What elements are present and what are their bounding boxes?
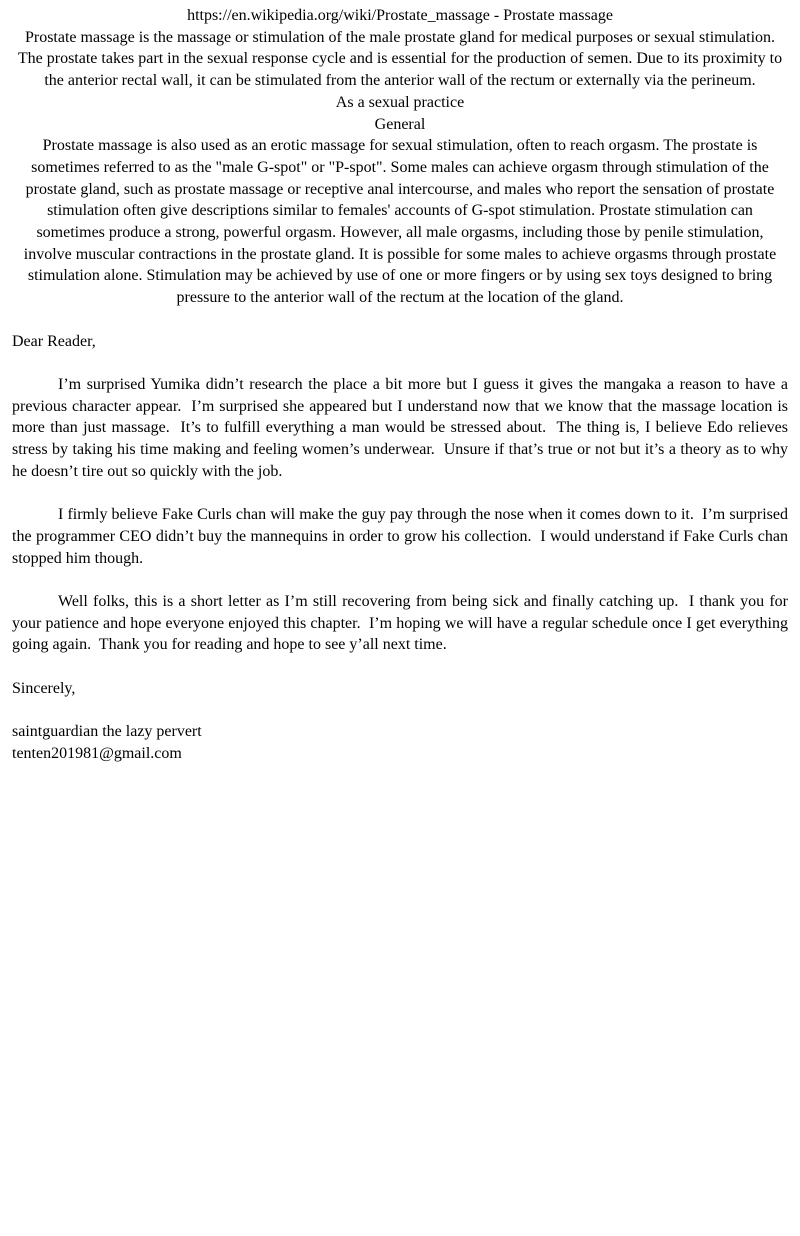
author-letter-block [12,331,792,765]
letter-signature [12,721,788,764]
letter-salutation: Dear Reader, [12,332,96,350]
quote-source-line: https://en.wikipedia.org/wiki/Prostate_massage - Prostate massage [187,7,613,24]
wikipedia-quote-block [12,5,788,309]
quote-section-heading: General [374,115,426,133]
signature-email: tenten201981@gmail.com [12,744,182,762]
letter-paragraph: I firmly believe Fake Curls chan will make the guy pay through the nose when it comes down to it. I’m surprised the programmer CEO didn’t buy the mannequins in order to grow his collection. I would understand if Fake Curls chan stopped him though. [12,506,792,567]
quote-paragraph: Prostate massage is the massage or stimulation of the male prostate gland for medical purposes or sexual stimulation. [24,28,776,46]
quote-paragraph: The prostate takes part in the sexual response cycle and is essential for the production of semen. Due to its proximity to the anterior rectal wall, it can be stimulated from the anterior wall of the rectum or externally via the perineum. [17,50,787,90]
letter-closing: Sincerely, [12,679,76,697]
signature-name: saintguardian the lazy pervert [12,723,202,741]
letter-paragraph: I’m surprised Yumika didn’t research the place a bit more but I guess it gives the mangaka a reason to have a previous character appear. I’m surprised she appeared but I understand now that we know that the massage location is more than just massage. It’s to fulfill everything a man would be stressed about. The thing is, I believe Edo relieves stress by taking his time making and feeling women’s underwear. Unsure if that’s true or not but it’s a theory as to why he doesn’t tire out so quickly with the job. [12,375,792,480]
quote-paragraph: Prostate massage is also used as an erotic massage for sexual stimulation, often to reach orgasm. The prostate is sometimes referred to as the "male G-spot" or "P-spot". Some males can achieve orgasm through stimulation of the prostate gland, such as prostate massage or receptive anal intercourse, and males who report the sensation of prostate stimulation often give descriptions similar to females' accounts of G-spot stimulation. Prostate stimulation can sometimes produce a strong, powerful orgasm. However, all male orgasms, including those by penile stimulation, involve muscular contractions in the prostate gland. It is possible for some males to achieve orgasms through prostate stimulation alone. Stimulation may be achieved by use of one or more fingers or by using sex toys designed to bring pressure to the anterior wall of the rectum at the location of the gland. [23,137,781,307]
quote-section-heading: As a sexual practice [335,93,465,111]
letter-paragraph: Well folks, this is a short letter as I’m still recovering from being sick and finally catching up. I thank you for your patience and hope everyone enjoyed this chapter. I’m hoping we will have a regular schedule once I get everything going again. Thank you for reading and hope to see y’all next time. [12,592,792,654]
